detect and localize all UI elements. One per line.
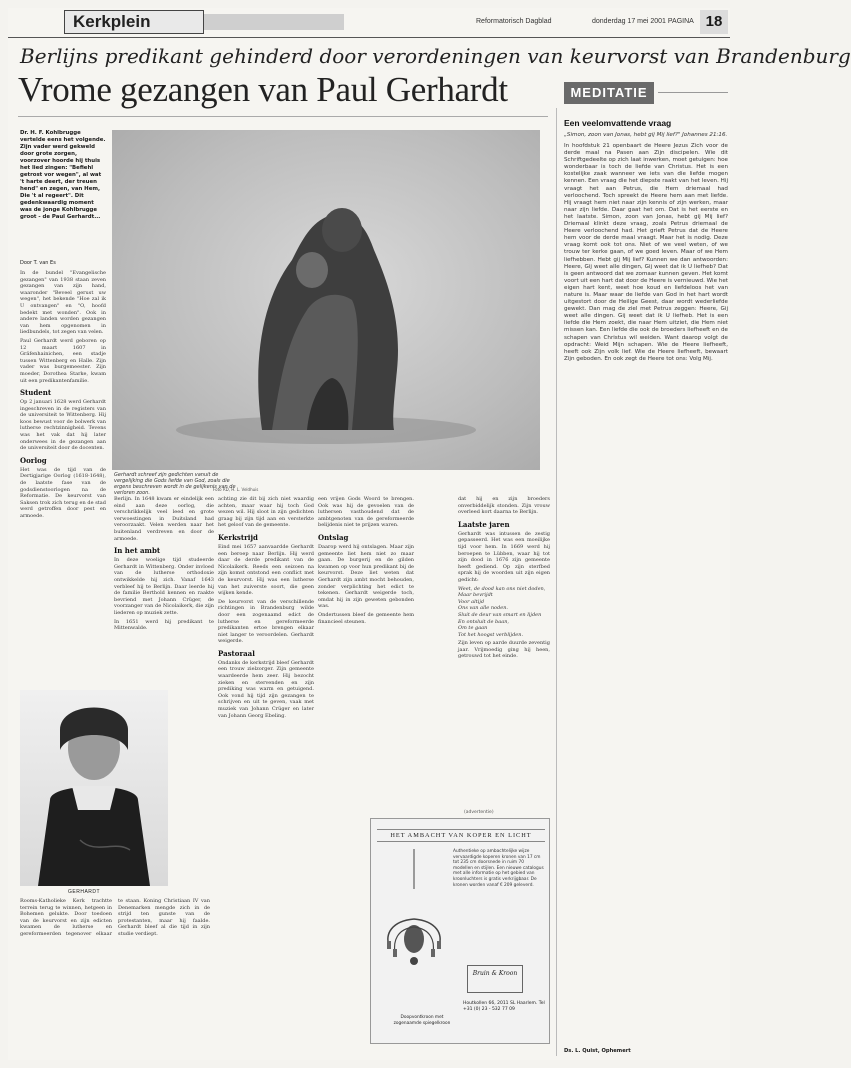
article-column-5 xyxy=(458,496,550,806)
meditatie-rule xyxy=(658,92,728,93)
meditatie-body: In hoofdstuk 21 openbaart de Heere Jezus Zich voor de derde maal na Pasen aan Zijn discipelen. Wie dit Schriftgedeelte op zich laat inwerken, moet getuigen: hoe wonderbaar is toch de liefde van Christus. Het is een kostelijke zaak wanneer we iets van die liefde mogen kennen. Een vraag die het diepste raakt van het leven. Hij vraagt het aan Petrus, die Hem driemaal had verloochend. Toch spreekt de Heere hem aan met liefde. Hij vraagt hem niet naar zijn kennis of zijn werken, maar naar zijn liefde. Daar gaat het om. Dat is het eerste en het laatste. Simon, zoon van Jonas, hebt gij Mij lief? Driemaal klinkt deze vraag, zoals Petrus driemaal de Heere verloochend had. Het grieft Petrus dat de Heere hem voor de derde maal vraagt. Maar het is nodig. Deze vraag komt ook tot ons. Niet of we veel weten, of we trouw ter kerke gaan, of we goed leven. Maar of we Hem liefhebben. Hebt gij Mij lief? Kunnen we dan antwoorden: Heere, Gij weet alle dingen, Gij weet dat ik U liefheb? Dat is geen antwoord dat we zomaar kunnen geven. Het komt voort uit een hart dat door de Heere is vernieuwd. Wie het eigen hart kent, weet hoe koud en liefdeloos het van nature is. Maar waar de liefde van God in het hart wordt uitgestort door de Heilige Geest, daar wordt wederliefde gewekt. Dan mag de ziel met Petrus zeggen: Heere, Gij weet alle dingen. Gij weet dat ik U liefheb. Het is een liefde die Hem zoekt, die naar Hem uitziet, die Hem niet missen kan. Een liefde die ook de broeders liefheeft en de schapen van Christus wil weiden. Want daarop volgt de opdracht: Weid Mijn schapen. Wie de Heere liefheeft, heeft ook Zijn volk lief. Wie de Heere liefheeft, bewaart Zijn geboden. En ook zegt de Heere tot ons: Volg Mij. xyxy=(564,143,728,362)
article-byline: Door T. van Es xyxy=(20,260,56,266)
meditatie-label: MEDITATIE xyxy=(564,82,654,104)
issue-date: donderdag 17 mei 2001 PAGINA xyxy=(592,18,694,25)
photo-caption: Gerhardt schreef zijn gedichten vanuit de vergelijking die Gods liefde van God, zoals die ergens beschreven wordt in de gelijkenis van de verloren zoon. xyxy=(114,472,236,496)
ad-image-caption: Doopvontkroon met zogenaamde spiegelkroon xyxy=(393,1015,451,1026)
body-text: Het was de tijd van de Dertigjarige Oorlog (1618-1648), de laatste fase van de godsdienstoorlogen na de Reformatie. De keurvorst van Saksen trok zich terug en de stad werd getroffen door pest en armoede. xyxy=(20,466,106,519)
body-text: Ondanks de kerkstrijd bleef Gerhardt een trouw zielzorger. Zijn gemeente waardeerde hem zeer. Hij bezocht zieken en stervenden en zijn prediking was warm en getuigend. Ook vond hij tijd zijn gezangen te schrijven en uit te geven, vaak met muziek van Johann Crüger en later van Johann Georg Ebeling. xyxy=(218,659,314,719)
meditatie-title: Een veelomvattende vraag xyxy=(564,118,672,128)
meditatie-column xyxy=(564,112,728,1061)
section-heading: Ontslag xyxy=(318,532,349,542)
meditatie-quote: „Simon, zoon van Jonas, hebt gij Mij lief?" Johannes 21:16. xyxy=(564,132,728,138)
body-text: Berlijn. In 1648 kwam er eindelijk een eind aan deze oorlog, die verschrikkelijk veel leed en grote verwoestingen in Duitsland had veroorzaakt. Velen werden naar het buitenland verdreven en door de armoede. xyxy=(114,496,214,542)
body-text: In de bundel "Evangelische gezangen" van 1938 staan zeven gezangen van zijn hand, waaronder "Beveel gerust uw wegen", het bekende "Hoe zal ik U ontvangen" en "O, hoofd bedekt met wonden". Ook in andere landen worden gezangen van hem opgenomen in liedbundels, tot zegen van velen. xyxy=(20,270,106,336)
portrait-image xyxy=(20,690,168,886)
newspaper-name: Reformatorisch Dagblad xyxy=(476,18,552,25)
headline-rule xyxy=(18,116,548,117)
sculpture-photo xyxy=(112,130,540,470)
column-divider xyxy=(556,108,557,1056)
ad-text: Authentieke op ambachtelijke wijze vervaardigde koperen kronen van 17 cm tot 235 cm doorsnede in ruim 70 modellen en stijlen. Een nieuwe catalogus met alle informatie op het gebied van kroonluchters is gratis verkrijgbaar. De kronen worden vanaf € 209 geleverd. xyxy=(453,849,544,888)
article-subheadline: Berlijns predikant gehinderd door verordeningen van keurvorst van Brandenburg xyxy=(20,44,851,68)
article-column-bottom xyxy=(20,898,210,1048)
body-text: In deze woelige tijd studeerde Gerhardt in Wittenberg. Onder invloed van de lutherse orthodoxie ontwikkelde hij zich. Vanaf 1643 verbleef hij te Berlijn. Daar leerde hij de familie Berthold kennen en raakte bevriend met Johann Crüger, de voorzanger van de Nicolaikerk, die zijn liederen op muziek zette. xyxy=(114,557,214,616)
section-title: Kerkplein xyxy=(73,12,151,31)
body-text: dat hij en zijn broeders onverbiddelijk stonden. Zijn vrouw overleed kort daarna te Berlijn. xyxy=(458,496,550,516)
ad-logo: Bruin & Kroon xyxy=(467,965,523,993)
section-heading: Oorlog xyxy=(20,455,47,465)
article-column-3 xyxy=(218,496,314,1046)
body-text: Paul Gerhardt werd geboren op 12 maart 1607 in Gräfenhainichen, een stadje tussen Wittenberg en Halle. Zijn vader was burgemeester. Zijn moeder, Dorothea Starke, kwam uit een predikantenfamilie. xyxy=(20,337,106,384)
body-text: Gerhardt was intussen de zestig gepasseerd. Het was een moeilijke tijd voor hem. In 1669 werd hij beroepen te Lübben, waar hij tot zijn dood in 1676 zijn gemeente heeft gediend. Op zijn sterfbed sprak hij de woorden uit zijn eigen gedicht: xyxy=(458,530,550,583)
ad-title: HET AMBACHT VAN KOPER EN LICHT xyxy=(377,829,545,842)
body-text: Ondertussen bleef de gemeente hem financieel steunen. xyxy=(318,611,414,625)
ad-label: (advertentie) xyxy=(464,810,494,815)
section-heading: In het ambt xyxy=(114,546,161,556)
article-column-1 xyxy=(20,270,106,680)
page-header xyxy=(8,8,730,38)
body-text: De keurvorst van de verschillende richtingen in Brandenburg wilde door een zogenaamd edict de lutherse en gereformeerde predikanten ertoe brengen elkaar niet langer te veroordelen. Gerhardt weigerde. xyxy=(218,598,314,645)
portrait-caption: GERHARDT xyxy=(68,889,101,895)
section-tab xyxy=(64,10,204,34)
ad-address: Houtkollen 66, 2011 SL Haarlem. Tel +31 (0) 23 - 532 77 09 xyxy=(463,1001,545,1012)
body-text: een vrijen Gods Woord te brengen. Ook was hij de gevoelen van de luthersen vasthoudend dat de ambtgenoten van de gereformeerde belijdenis niet te prijzen waren. xyxy=(318,496,414,529)
advertisement xyxy=(370,818,550,1044)
section-heading: Pastoraal xyxy=(218,648,255,658)
body-text: Op 2 januari 1628 werd Gerhardt ingeschreven in de registers van de universiteit te Wittenberg. Hij koos bewust voor de bolwerk van lutherse rechtzinnigheid. Tevens was het vak dat hij later onderwees in de gezangen aan de universiteit door de docenten. xyxy=(20,399,106,452)
meditatie-signature: Ds. L. Quist, Ophemert xyxy=(564,1048,631,1054)
body-text: Zijn leven op aarde duurde zeventig jaar. Vrijmoedig ging hij heen, getrouwd tot het einde. xyxy=(458,640,550,660)
body-text: Daarop werd hij ontslagen. Maar zijn gemeente liet hem niet zo maar gaan. De burgerij en de gilden kwamen op voor hun predikant bij de keurvorst. Deze liet weten dat Gerhardt zijn ambt mocht behouden, zonder verplichting het edict te tekenen. Gerhardt weigerde toch, omdat hij in zijn geweten gebonden was. xyxy=(318,543,414,610)
photo-credit: Foto RD, H. L. Veldhuis xyxy=(213,487,259,492)
body-text: Eind mei 1657 aanvaardde Gerhardt een beroep naar Berlijn. Hij werd daar de derde predikant van de Nicolaikerk. Reeds een seizoen na zijn komst ontstond een conflict met de keurvorst. Hij was een lutherse van het zuiverste soort, die geen wijken kende. xyxy=(218,543,314,597)
body-text: In 1651 werd hij predikant te Mittenwalde. xyxy=(114,618,214,632)
page-number: 18 xyxy=(700,10,728,34)
body-text: achting zie dit bij zich niet waardig achten, maar waar hij toch God wezen wil. Hij sloot in zijn gedichten graag bij zijn tijd aan en versterkte het geloof van de gemeente. xyxy=(218,496,314,529)
article-column-4 xyxy=(318,496,414,806)
article-intro: Dr. H. F. Kohlbrugge vertelde eens het volgende. Zijn vader werd gekweld door grote zorgen, voorzover hoorde hij thuis het lied zingen: "Befiehl getrost vor wegen", al wat 't harte deert, der treuen hend" en zegen, van Hem, Die 't al regeert". Dit gedenkwaardig moment was de jonge Kohlbrugge groot - de Paul Gerhardt... xyxy=(20,130,106,220)
gerhardt-portrait xyxy=(20,690,168,886)
newspaper-page xyxy=(8,8,851,1060)
sculpture-image xyxy=(112,130,540,470)
poem: Weet, de dood kan ons niet doden, Maar bevrijdt Voor altijd Ons van alle noden. Sluit de deur van smart en lijden En ontsluit de baan, Om te gaan Tot het hoogst verblijden. xyxy=(458,585,546,638)
chandelier-icon xyxy=(381,849,447,1009)
section-heading: Laatste jaren xyxy=(458,519,510,529)
article-headline: Vrome gezangen van Paul Gerhardt xyxy=(18,70,508,109)
section-heading: Student xyxy=(20,388,52,398)
header-band xyxy=(204,14,344,30)
section-heading: Kerkstrijd xyxy=(218,532,258,542)
body-text: Rooms-Katholieke Kerk trachtte terrein terug te winnen, hetgeen in Bohemen gelukte. Door toedoen van de keurvorst en zijn edicten kwamen de lutherse en gereformeerden tegenover elkaar te staan. Koning Christiaan IV van Denemarken mengde zich in de strijd ten gunste van de protestanten, maar hij faalde. Gerhardt bleef al die tijd in zijn studie verdiept. xyxy=(20,898,210,937)
